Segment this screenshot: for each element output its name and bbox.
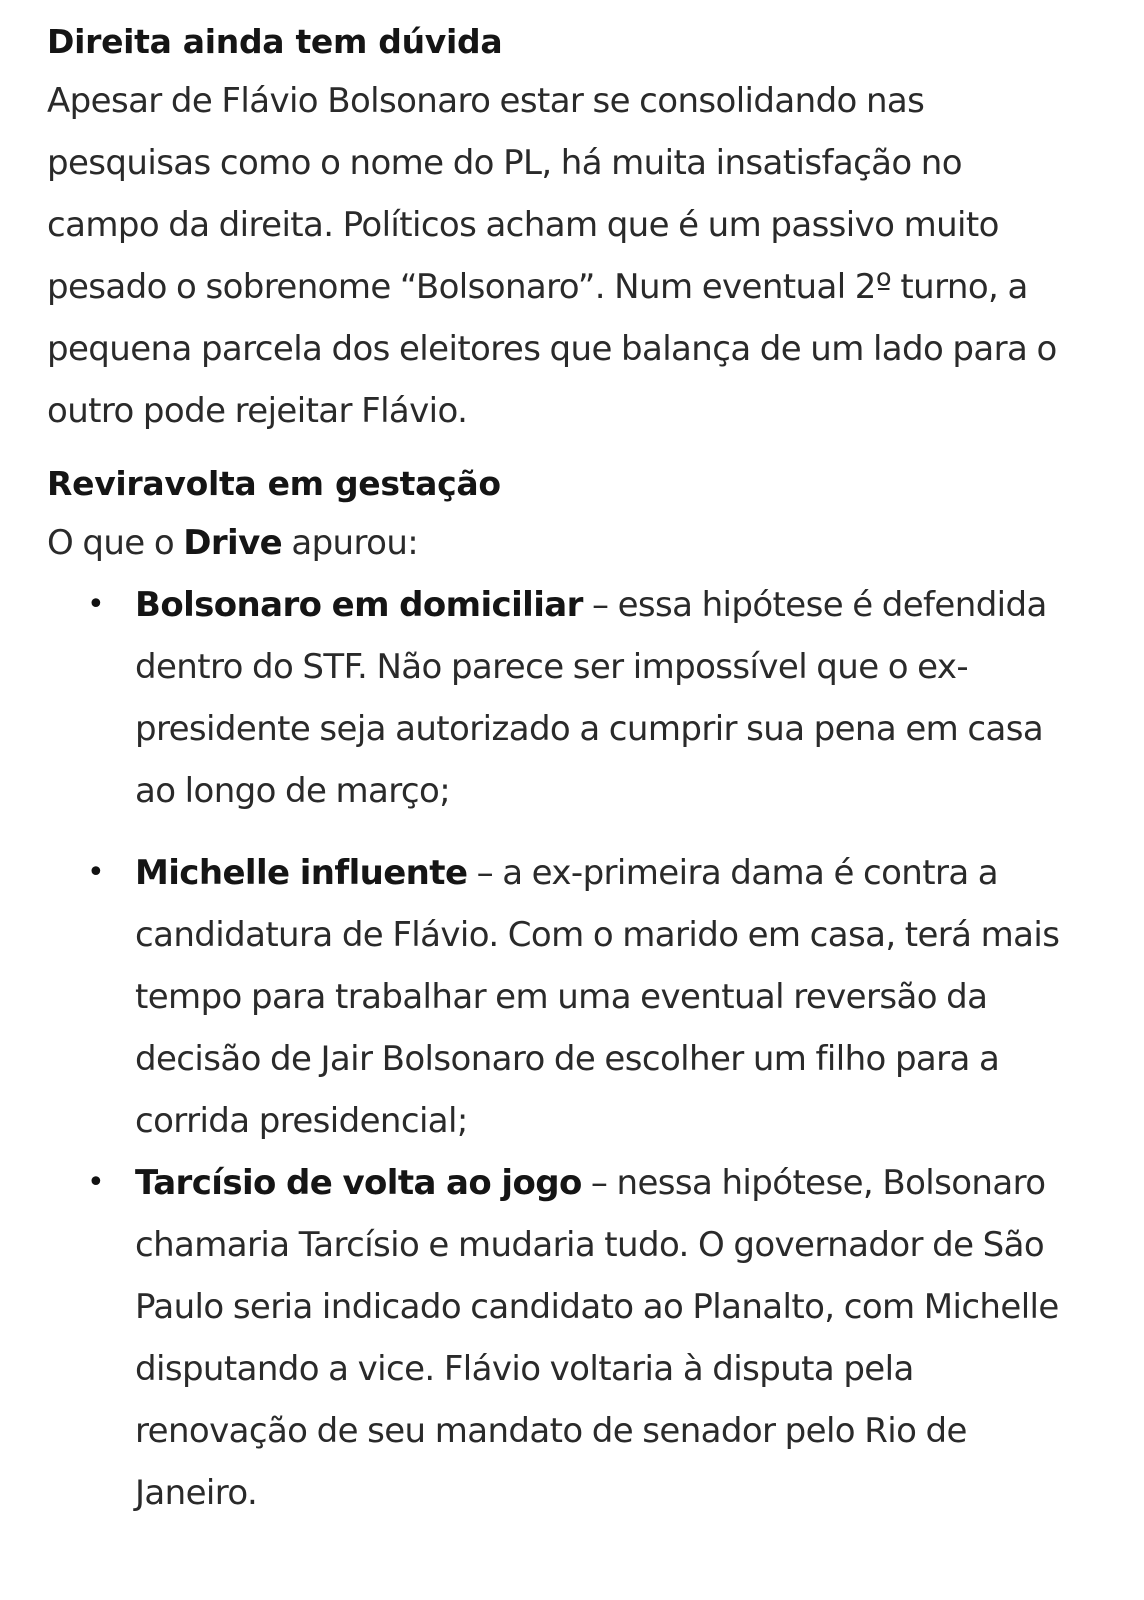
list-item-title: Michelle influente bbox=[135, 853, 468, 893]
list-item-text: – essa hipótese é defendida dentro do STF. Não parece ser impossível que o ex-presidente seja autorizado a cumprir sua pena em casa ao longo de março; bbox=[135, 585, 1047, 811]
list-item bbox=[87, 842, 1075, 1152]
intro-text-end: apurou: bbox=[282, 523, 419, 563]
bullet-icon: • bbox=[87, 1165, 105, 1200]
list-item bbox=[87, 574, 1075, 822]
bullet-icon: • bbox=[87, 855, 105, 890]
list-item-text: – nessa hipótese, Bolsonaro chamaria Tarcísio e mudaria tudo. O governador de São Paulo seria indicado candidato ao Planalto, com Michelle disputando a vice. Flávio voltaria à disputa pela renovação de seu mandato de senador pelo Rio de Janeiro. bbox=[135, 1163, 1059, 1513]
list-item-title: Tarcísio de volta ao jogo bbox=[135, 1163, 582, 1203]
list-item-title: Bolsonaro em domiciliar bbox=[135, 585, 583, 625]
intro-brand: Drive bbox=[183, 523, 283, 563]
section-heading: Direita ainda tem dúvida bbox=[47, 22, 503, 61]
intro-text: O que o bbox=[47, 523, 184, 563]
list-item bbox=[87, 1152, 1075, 1524]
section-heading: Reviravolta em gestação bbox=[47, 464, 501, 503]
article-excerpt bbox=[47, 14, 1107, 1524]
intro-paragraph bbox=[47, 512, 1107, 574]
section-paragraph: Apesar de Flávio Bolsonaro estar se consolidando nas pesquisas como o nome do PL, há muita insatisfação no campo da direita. Políticos acham que é um passivo muito pesado o sobrenome “Bolsonaro”. Num eventual 2º turno, a pequena parcela dos eleitores que balança de um lado para o outro pode rejeitar Flávio. bbox=[47, 81, 1057, 431]
bullet-icon: • bbox=[87, 587, 105, 622]
bullet-list bbox=[47, 574, 1107, 1524]
list-item-text: – a ex-primeira dama é contra a candidatura de Flávio. Com o marido em casa, terá mais tempo para trabalhar em uma eventual reversão da decisão de Jair Bolsonaro de escolher um filho para a corrida presidencial; bbox=[135, 853, 1060, 1141]
section-plot-twist bbox=[47, 456, 1107, 1524]
section-right-doubt bbox=[47, 14, 1107, 442]
